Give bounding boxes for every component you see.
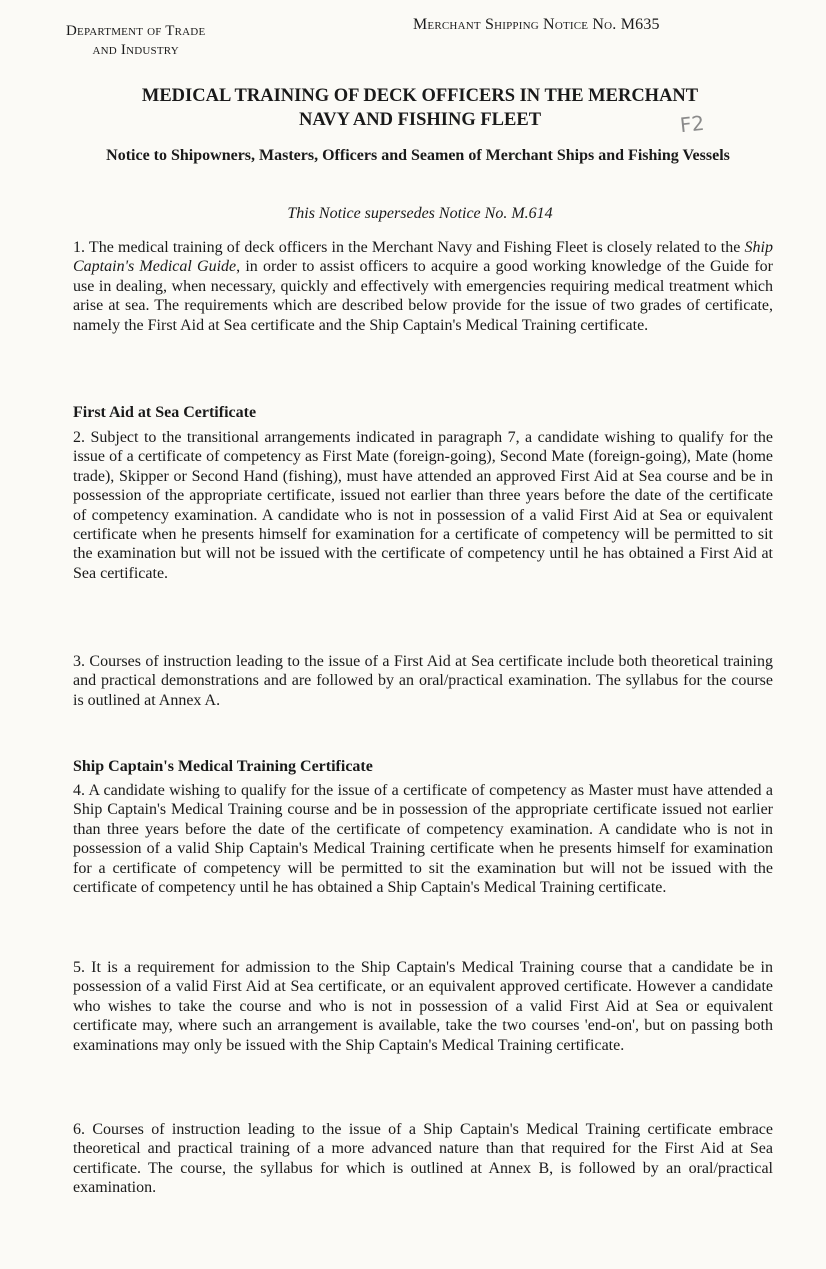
paragraph-1-text: 1. The medical training of deck officers in the Merchant Navy and Fishing Fleet is closely related to the: [73, 239, 745, 256]
notice-number: Merchant Shipping Notice No. M635: [413, 16, 660, 33]
department-line-2: and Industry: [92, 42, 179, 58]
page-title: [70, 84, 770, 132]
department-line-1: Department of Trade: [66, 23, 206, 39]
title-line-1: MEDICAL TRAINING OF DECK OFFICERS IN THE MERCHANT: [141, 86, 699, 106]
title-line-2: NAVY AND FISHING FLEET: [298, 110, 542, 130]
paragraph-5: 5. It is a requirement for admission to the Ship Captain's Medical Training course that a candidate be in possession of a valid First Aid at Sea certificate, or an equivalent approved certificate. However a candidate who wishes to take the course and who is not in possession of a valid First Aid at Sea or equivalent certificate may, where such an arrangement is available, take the two courses 'end-on', but on passing both examinations may only be issued with the Ship Captain's Medical Training certificate.: [73, 959, 773, 1054]
paragraph-2: 2. Subject to the transitional arrangements indicated in paragraph 7, a candidate wishing to qualify for the issue of a certificate of competency as First Mate (foreign-going), Second Mate (foreign-going), Mate (home trade), Skipper or Second Hand (fishing), must have attended an approved First Aid at Sea course and be in possession of the appropriate certificate, issued not earlier than three years before the date of the certificate of competency examination. A candidate who is not in possession of a valid First Aid at Sea or equivalent certificate when he presents himself for examination for a certificate of competency will be permitted to sit the examination but will not be issued with the certificate of competency until he has obtained a First Aid at Sea certificate.: [73, 429, 773, 582]
paragraph-1-text-end: , in order to assist officers to acquire a good working knowledge of the Guide for use in dealing, when necessary, quickly and effectively with emergencies requiring medical treatment which arise at sea. The requirements which are described below provide for the issue of two grades of certificate, namely the First Aid at Sea certificate and the Ship Captain's Medical Training certificate.: [73, 258, 773, 334]
paragraph-4: 4. A candidate wishing to qualify for the issue of a certificate of competency as Master must have attended a Ship Captain's Medical Training course and be in possession of the appropriate certificate issued not earlier than three years before the date of the certificate of competency examination. A candidate who is not in possession of a valid Ship Captain's Medical Training certificate when he presents himself for examination for a certificate of competency will be permitted to sit the examination but will not be issued with the certificate of competency until he has obtained a Ship Captain's Medical Training certificate.: [73, 782, 773, 897]
subtitle: Notice to Shipowners, Masters, Officers and Seamen of Merchant Ships and Fishing Vessels: [106, 147, 730, 164]
paragraph-3: 3. Courses of instruction leading to the issue of a First Aid at Sea certificate include both theoretical training and practical demonstrations and are followed by an oral/practical examination. The syllabus for the course is outlined at Annex A.: [73, 653, 773, 709]
section-heading-captain: Ship Captain's Medical Training Certificate: [73, 758, 373, 775]
department-header: [66, 22, 205, 60]
section-heading-first-aid: First Aid at Sea Certificate: [73, 404, 257, 421]
supersedes-note: This Notice supersedes Notice No. M.614: [287, 205, 553, 222]
handwritten-mark: F2: [678, 110, 706, 138]
paragraph-1: [73, 238, 773, 335]
paragraph-6: 6. Courses of instruction leading to the issue of a Ship Captain's Medical Training certificate embrace theoretical and practical training of a more advanced nature than that required for the First Aid at Sea certificate. The course, the syllabus for which is outlined at Annex B, is followed by an oral/practical examination.: [73, 1121, 773, 1197]
guide-title: Ship Captain's Medical Guide: [73, 239, 773, 276]
